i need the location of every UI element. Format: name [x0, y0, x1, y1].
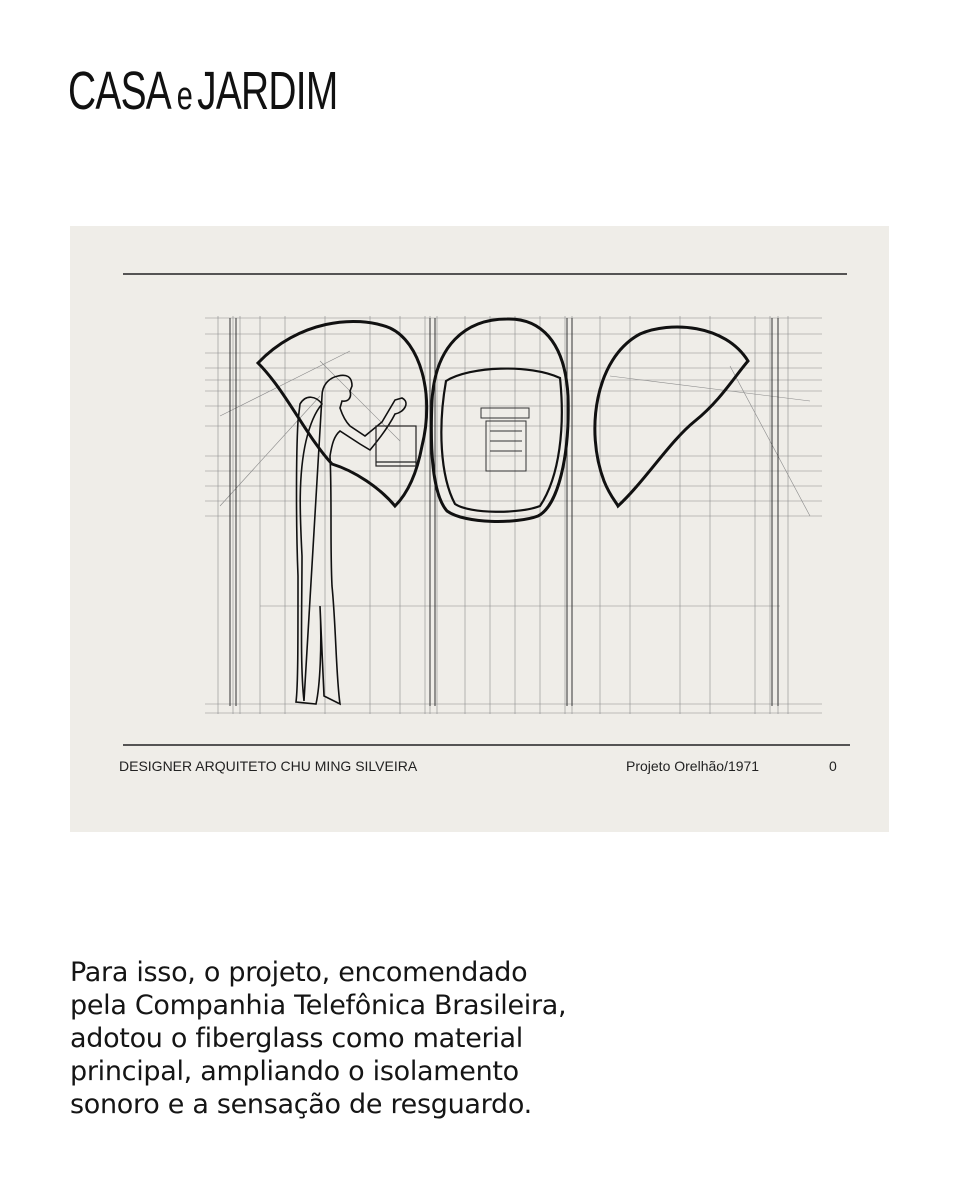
brand-logo-e: e: [176, 74, 193, 118]
technical-drawing-photo: [70, 226, 889, 832]
hood-rear-profile: [595, 327, 748, 506]
brand-logo-jardim: JARDIM: [197, 61, 338, 121]
project-label: Projeto Orelhão/1971: [626, 758, 760, 774]
front-view-phone: [481, 408, 529, 471]
sheet-number: 0: [829, 758, 837, 774]
caption-line: Para isso, o projeto, encomendado: [70, 957, 528, 988]
caption-line: sonoro e a sensação de resguardo.: [70, 1089, 532, 1120]
brand-logo-casa: CASA: [68, 61, 172, 121]
technical-drawing-svg: [70, 226, 889, 832]
caption-line: principal, ampliando o isolamento: [70, 1056, 519, 1087]
hood-front-inner: [441, 369, 561, 512]
brand-logo: [68, 60, 338, 120]
caption-line: pela Companhia Telefônica Brasileira,: [70, 990, 567, 1021]
caption-text: [70, 956, 670, 1121]
phone-unit: [376, 426, 416, 466]
caption-line: adotou o fiberglass como material: [70, 1023, 523, 1054]
designer-credit: DESIGNER ARQUITETO CHU MING SILVEIRA: [119, 758, 418, 774]
human-figure: [296, 375, 406, 704]
